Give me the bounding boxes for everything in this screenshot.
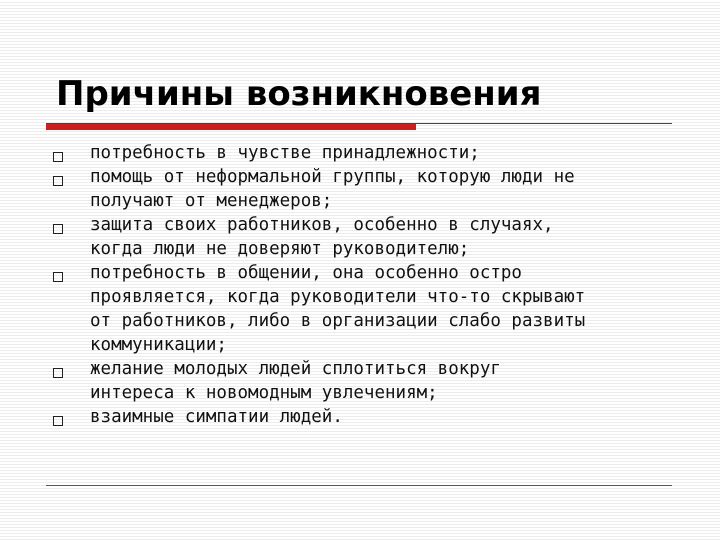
list-item-text <box>90 165 690 213</box>
list-item-line: желание молодых людей сплотиться вокруг <box>90 359 501 379</box>
list-item-line: помощь от неформальной группы, которую люди не <box>90 167 575 187</box>
list-item-text <box>90 141 690 165</box>
hollow-square-bullet-icon <box>53 272 63 282</box>
slide-title: Причины возникновения <box>56 74 542 114</box>
list-item-line: получают от менеджеров; <box>90 191 333 211</box>
hollow-square-bullet-icon <box>53 176 63 186</box>
list-item <box>0 357 720 405</box>
hollow-square-bullet-icon <box>53 416 63 426</box>
list-item-line: коммуникации; <box>90 335 227 355</box>
list-item-line: потребность в общении, она особенно остро <box>90 263 522 283</box>
list-item-text <box>90 213 690 261</box>
footer-rule <box>46 485 672 486</box>
list-item-line: проявляется, когда руководители что-то скрывают <box>90 287 586 307</box>
list-item-line: когда люди не доверяют руководителю; <box>90 239 470 259</box>
list-item-text <box>90 261 690 357</box>
list-item-text <box>90 357 690 405</box>
list-item-line: потребность в чувстве принадлежности; <box>90 143 480 163</box>
list-item <box>0 261 720 357</box>
list-item-text <box>90 405 690 429</box>
hollow-square-bullet-icon <box>53 152 63 162</box>
list-item <box>0 141 720 165</box>
list-item <box>0 165 720 213</box>
bullet-list <box>0 141 720 429</box>
list-item-line: взаимные симпатии людей. <box>90 407 343 427</box>
list-item-line: интереса к новомодным увлечениям; <box>90 383 438 403</box>
list-item <box>0 405 720 429</box>
hollow-square-bullet-icon <box>53 224 63 234</box>
list-item-line: защита своих работников, особенно в случаях, <box>90 215 554 235</box>
title-accent-bar <box>46 124 416 130</box>
hollow-square-bullet-icon <box>53 368 63 378</box>
list-item-line: от работников, либо в организации слабо развиты <box>90 311 586 331</box>
list-item <box>0 213 720 261</box>
